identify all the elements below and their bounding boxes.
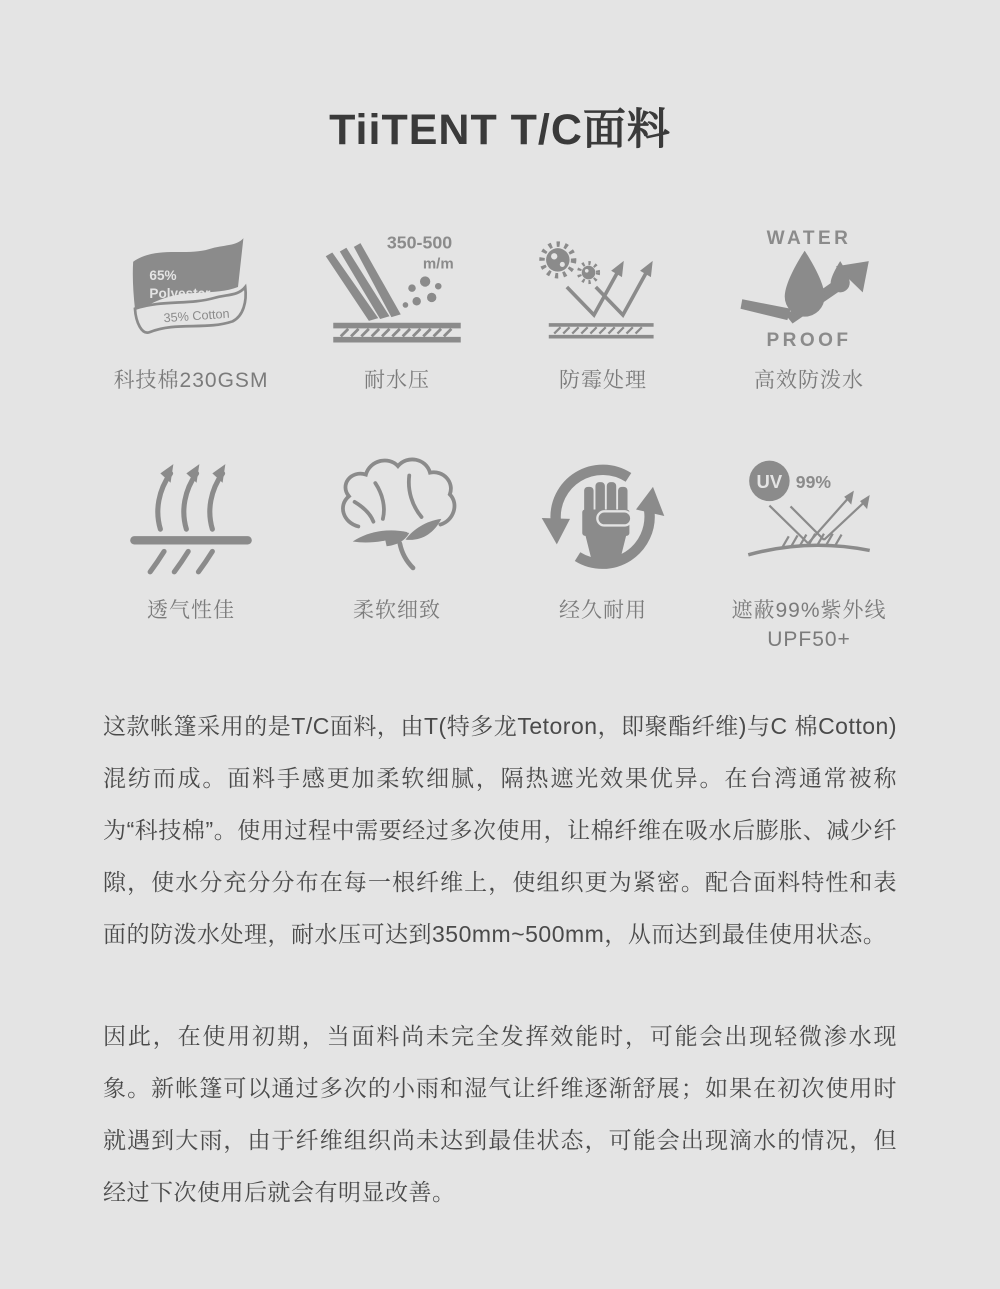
feature-label: 柔软细致 bbox=[353, 599, 441, 623]
paragraph: 这款帐篷采用的是T/C面料，由T(特多龙Tetoron，即聚酯纤维)与C 棉Cotton)混纺而成。面料手感更加柔软细腻，隔热遮光效果优异。在台湾通常被称为“科技棉”。使用过程中需要经过多次使用，让棉纤维在吸水后膨胀、减少纤隙，使水分充分分布在每一根纤维上，使组织更为紧密。配合面料特性和表面的防泼水处理，耐水压可达到350mm~500mm，从而达到最佳使用状态。 bbox=[103, 713, 897, 948]
feature-durable bbox=[500, 449, 706, 654]
waterproof-bottom-text: PROOF bbox=[766, 330, 852, 352]
feature-soft bbox=[294, 449, 500, 654]
anti-mold-icon bbox=[528, 231, 678, 353]
pressure-unit-text: m/m bbox=[422, 255, 454, 273]
paragraph: 因此，在使用初期，当面料尚未完全发挥效能时，可能会出现轻微渗水现象。新帐篷可以通过多次的小雨和湿气让纤维逐渐舒展；如果在初次使用时就遇到大雨，由于纤维组织尚未达到最佳状态，可能会出现滴水的情况，但经过下次使用后就会有明显改善。 bbox=[103, 1023, 897, 1206]
feature-label: 科技棉230GSM bbox=[113, 369, 269, 392]
feature-water-pressure bbox=[294, 219, 500, 395]
durable-icon bbox=[532, 451, 674, 583]
feature-waterproof bbox=[706, 219, 912, 395]
feature-breathable bbox=[88, 449, 294, 654]
feature-label: 耐水压 bbox=[364, 369, 430, 392]
pressure-range-text: 350-500 bbox=[386, 232, 453, 253]
cotton-icon bbox=[326, 451, 468, 583]
breathable-icon bbox=[121, 453, 261, 583]
waterproof-top-text: WATER bbox=[766, 227, 852, 249]
feature-label bbox=[731, 597, 886, 654]
fabric-swatch-icon bbox=[115, 231, 267, 353]
fabric-pct1-text: 65% bbox=[149, 267, 177, 283]
feature-fabric bbox=[88, 219, 294, 395]
fabric-mat1-text: Polyester bbox=[149, 285, 211, 301]
uv-pct-text: 99% bbox=[795, 472, 832, 493]
uv-badge-text: UV bbox=[756, 471, 783, 493]
feature-label: 透气性佳 bbox=[147, 599, 235, 623]
feature-grid bbox=[88, 219, 912, 654]
feature-uv bbox=[706, 449, 912, 654]
water-pressure-icon bbox=[322, 226, 472, 353]
feature-label: 防霉处理 bbox=[559, 369, 647, 392]
feature-label: 高效防泼水 bbox=[754, 369, 864, 392]
feature-anti-mold bbox=[500, 219, 706, 395]
feature-label-line2: UPF50+ bbox=[767, 627, 851, 651]
uv-protection-icon bbox=[729, 451, 889, 583]
page-title: TiiTENT T/C面料 bbox=[329, 106, 671, 154]
feature-label: 经久耐用 bbox=[559, 599, 647, 623]
feature-label-line1: 遮蔽99%紫外线 bbox=[731, 599, 887, 623]
description bbox=[103, 700, 897, 1218]
waterproof-icon bbox=[729, 223, 889, 353]
fabric-pct2-text: 35% Cotton bbox=[163, 306, 230, 326]
